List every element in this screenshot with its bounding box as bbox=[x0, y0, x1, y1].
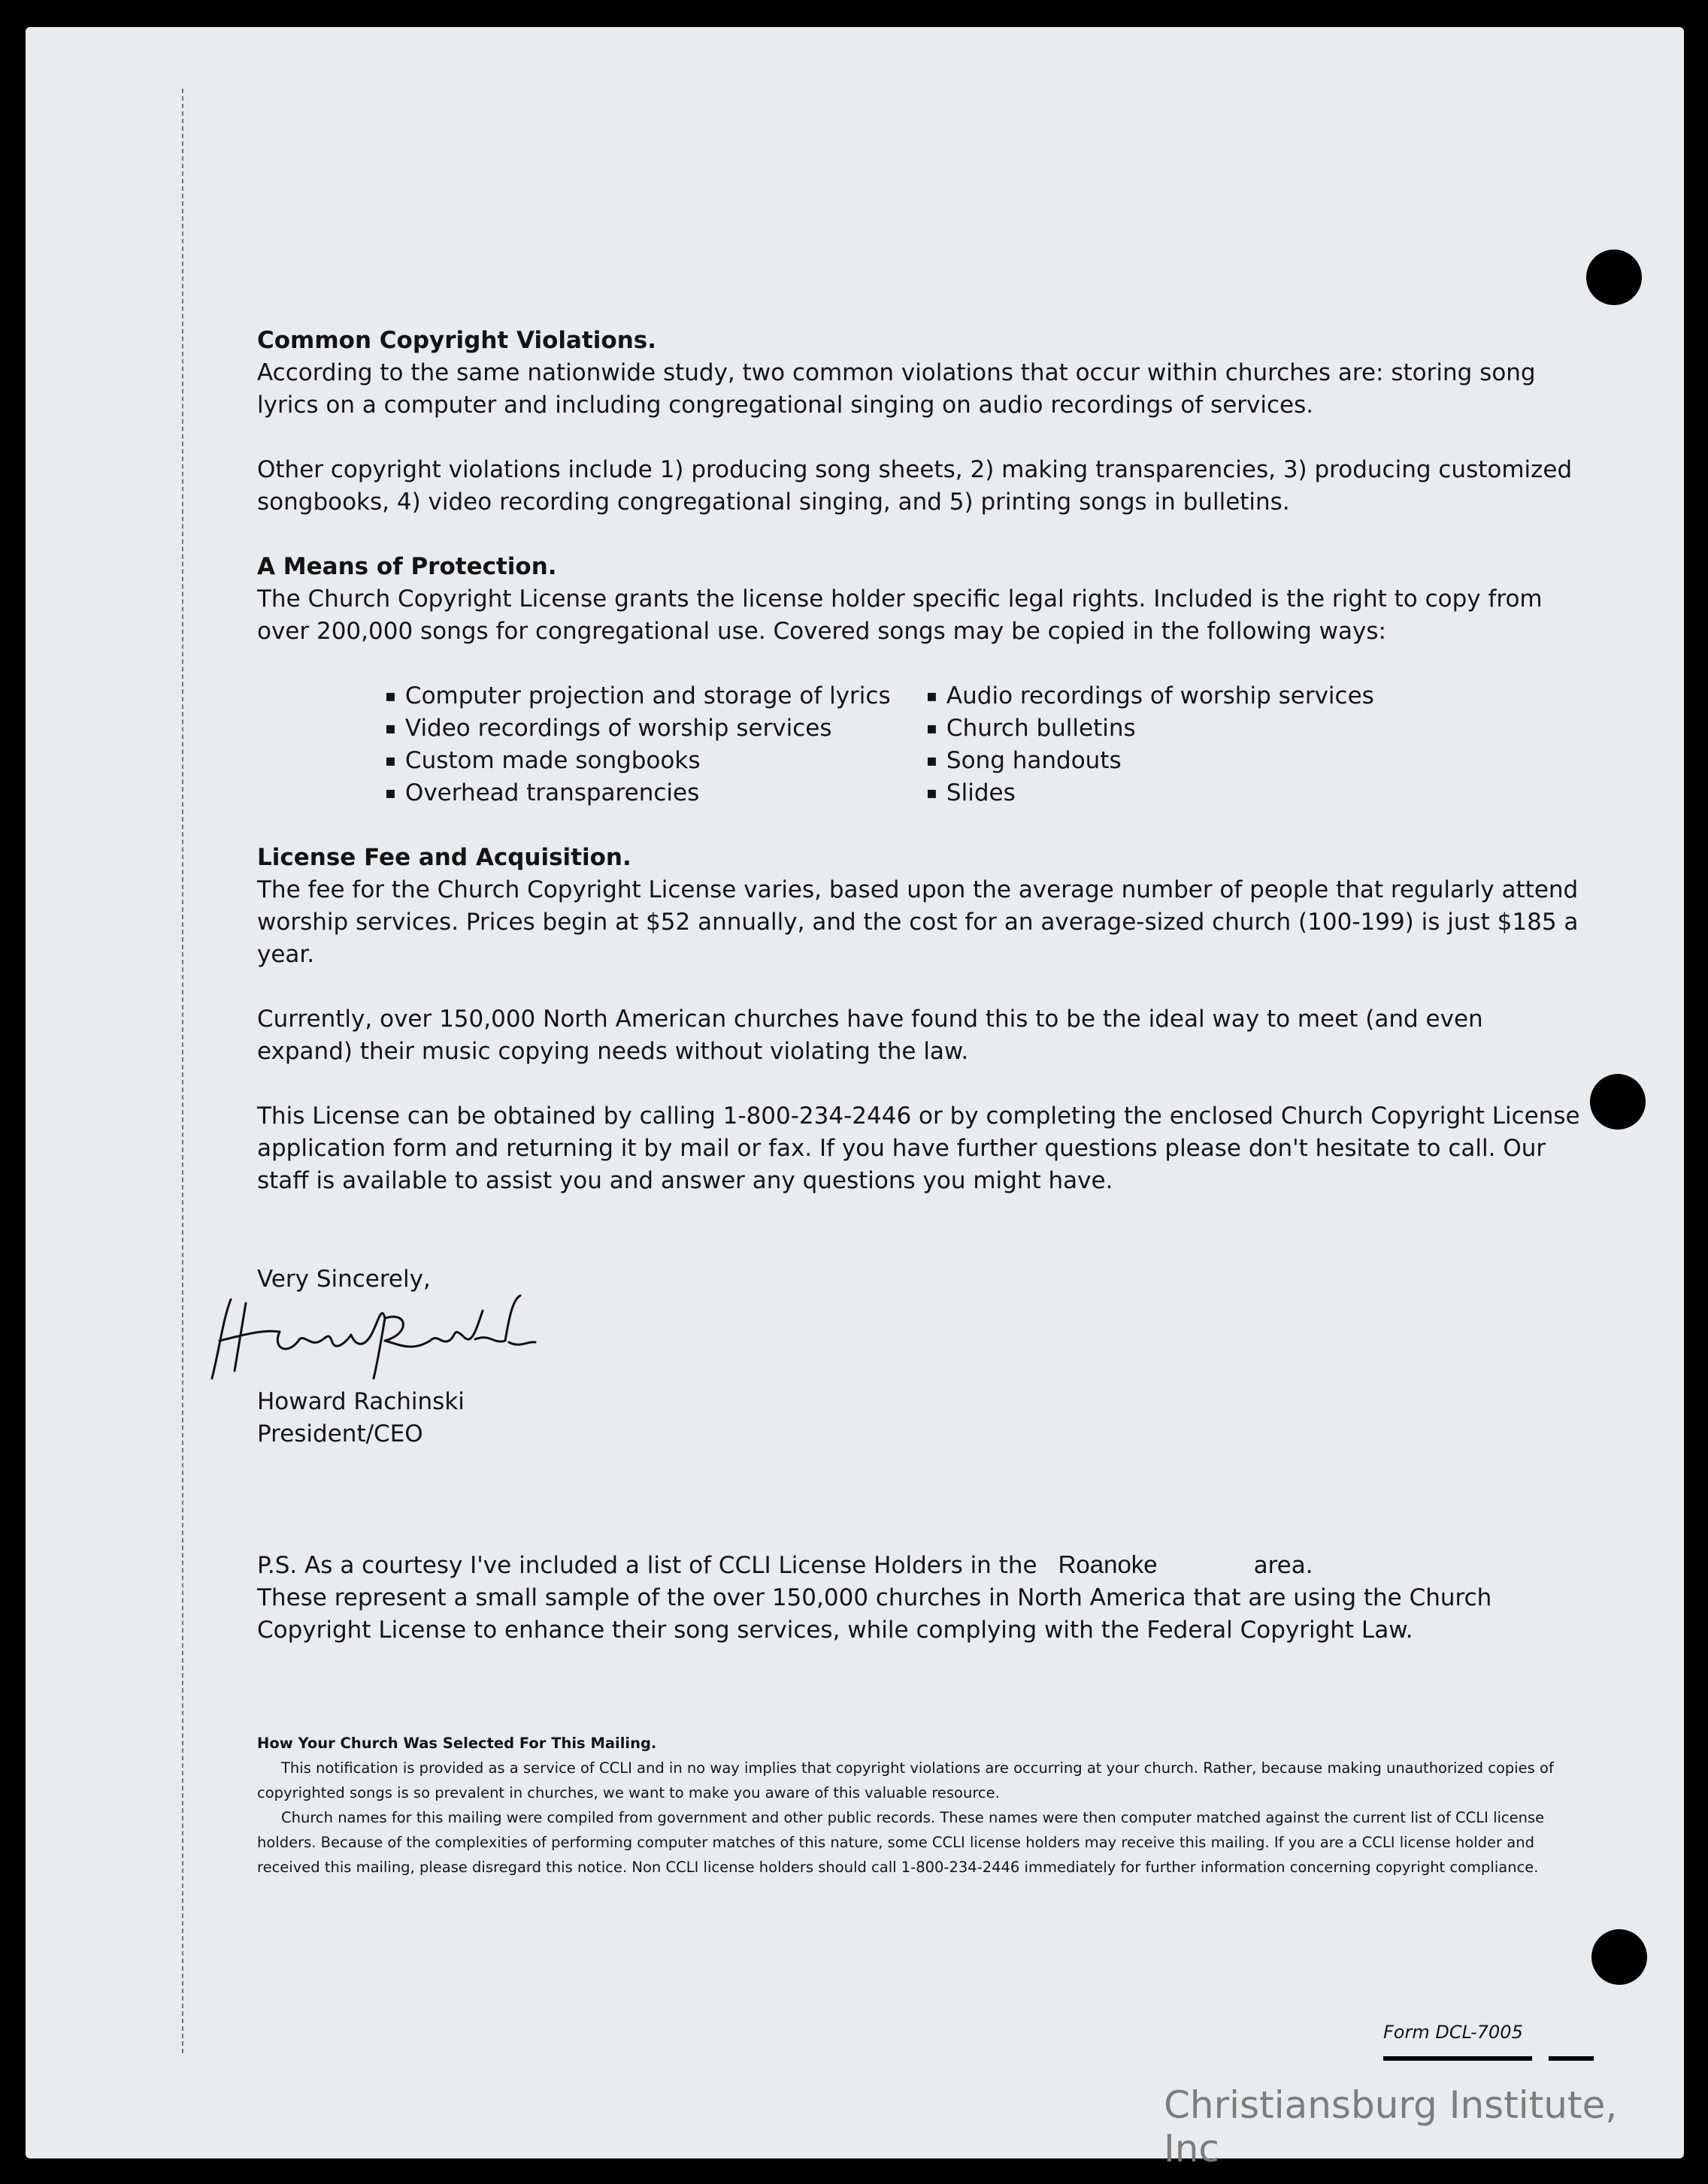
signature bbox=[204, 1288, 550, 1386]
fine-print bbox=[257, 1731, 1580, 1880]
list-item: ▪ Video recordings of worship services bbox=[385, 712, 926, 745]
punch-hole bbox=[1586, 250, 1642, 305]
list-column-right bbox=[926, 680, 1452, 809]
list-item: ▪ Custom made songbooks bbox=[385, 745, 926, 777]
paragraph: The fee for the Church Copyright License varies, based upon the average number of people that regularly attend worship services. Prices begin at $52 annually, and the cost for an average-sized church (100-199) is just $185 a year. bbox=[257, 876, 1579, 968]
paragraph: The Church Copyright License grants the license holder specific legal rights. Included is the right to copy from over 200,000 songs for congregational use. Covered songs may be copied in the following ways: bbox=[257, 585, 1543, 645]
list-item: ▪ Church bulletins bbox=[926, 712, 1452, 745]
covered-uses-list bbox=[385, 680, 1580, 809]
list-item: ▪ Song handouts bbox=[926, 745, 1452, 777]
list-item: ▪ Audio recordings of worship services bbox=[926, 680, 1452, 712]
paper-sheet bbox=[26, 27, 1684, 2170]
form-id: Form DCL-7005 bbox=[1383, 2022, 1523, 2043]
list-item: ▪ Computer projection and storage of lyrics bbox=[385, 680, 926, 712]
signer-title: President/CEO bbox=[257, 1420, 423, 1447]
signer-name: Howard Rachinski bbox=[257, 1388, 465, 1415]
paragraph: Other copyright violations include 1) producing song sheets, 2) making transparencies, 3) producing customized songbooks, 4) video recording congregational singing, and 5) printing songs in bulletins. bbox=[257, 456, 1573, 516]
ps-lead: P.S. As a courtesy I've included a list of CCLI License Holders in the bbox=[257, 1552, 1037, 1579]
fine-print-heading: How Your Church Was Selected For This Mailing. bbox=[257, 1735, 657, 1752]
punch-hole bbox=[1590, 1074, 1646, 1130]
underline-rule bbox=[1383, 2056, 1532, 2061]
list-column-left bbox=[385, 680, 926, 809]
punch-hole bbox=[1591, 1929, 1647, 1985]
salutation: Very Sincerely, bbox=[257, 1266, 431, 1293]
paragraph: Currently, over 150,000 North American churches have found this to be the ideal way to meet (and even expand) their music copying needs without violating the law. bbox=[257, 1006, 1483, 1065]
list-item: ▪ Overhead transparencies bbox=[385, 777, 926, 809]
closing-block bbox=[257, 1263, 1580, 1450]
ps-after: area. bbox=[1253, 1552, 1313, 1579]
city-field: Roanoke bbox=[1058, 1550, 1158, 1578]
fine-print-paragraph: Church names for this mailing were compiled from government and other public records. These names were then computer matched against the current list of CCLI license holders. Because of the complexities of performing computer matches of this nature, some CCLI license holders may receive this mailing. If you are a CCLI license holder and received this mailing, please disregard this notice. Non CCLI license holders should call 1-800-234-2446 immediately for further information concerning copyright compliance. bbox=[257, 1809, 1545, 1876]
margin-dashed-line bbox=[182, 89, 183, 2053]
ps-first-line bbox=[257, 1548, 1580, 1582]
letter-body bbox=[257, 325, 1580, 1880]
heading-means-of-protection: A Means of Protection. bbox=[257, 553, 557, 580]
heading-license-fee: License Fee and Acquisition. bbox=[257, 844, 631, 871]
paragraph: According to the same nationwide study, two common violations that occur within churches are: storing song lyrics on a computer and including congregational singing on audio recordings of services. bbox=[257, 359, 1536, 419]
list-item: ▪ Slides bbox=[926, 777, 1452, 809]
paragraph: This License can be obtained by calling 1-800-234-2446 or by completing the enclosed Church Copyright License application form and returning it by mail or fax. If you have further questions please don't hesitate to call. Our staff is available to assist you and answer any questions you might have. bbox=[257, 1103, 1580, 1194]
heading-common-violations: Common Copyright Violations. bbox=[257, 327, 656, 354]
watermark-text: Christiansburg Institute, Inc bbox=[1164, 2083, 1618, 2170]
ps-rest: These represent a small sample of the over 150,000 churches in North America that are using the Church Copyright License to enhance their song services, while complying with the Federal Copyright Law. bbox=[257, 1584, 1492, 1644]
underline-rule bbox=[1549, 2056, 1594, 2061]
postscript bbox=[257, 1548, 1580, 1647]
fine-print-paragraph: This notification is provided as a service of CCLI and in no way implies that copyright violations are occurring at your church. Rather, because making unauthorized copies of copyrighted songs is so prevalent in churches, we want to make you aware of this valuable resource. bbox=[257, 1759, 1554, 1801]
